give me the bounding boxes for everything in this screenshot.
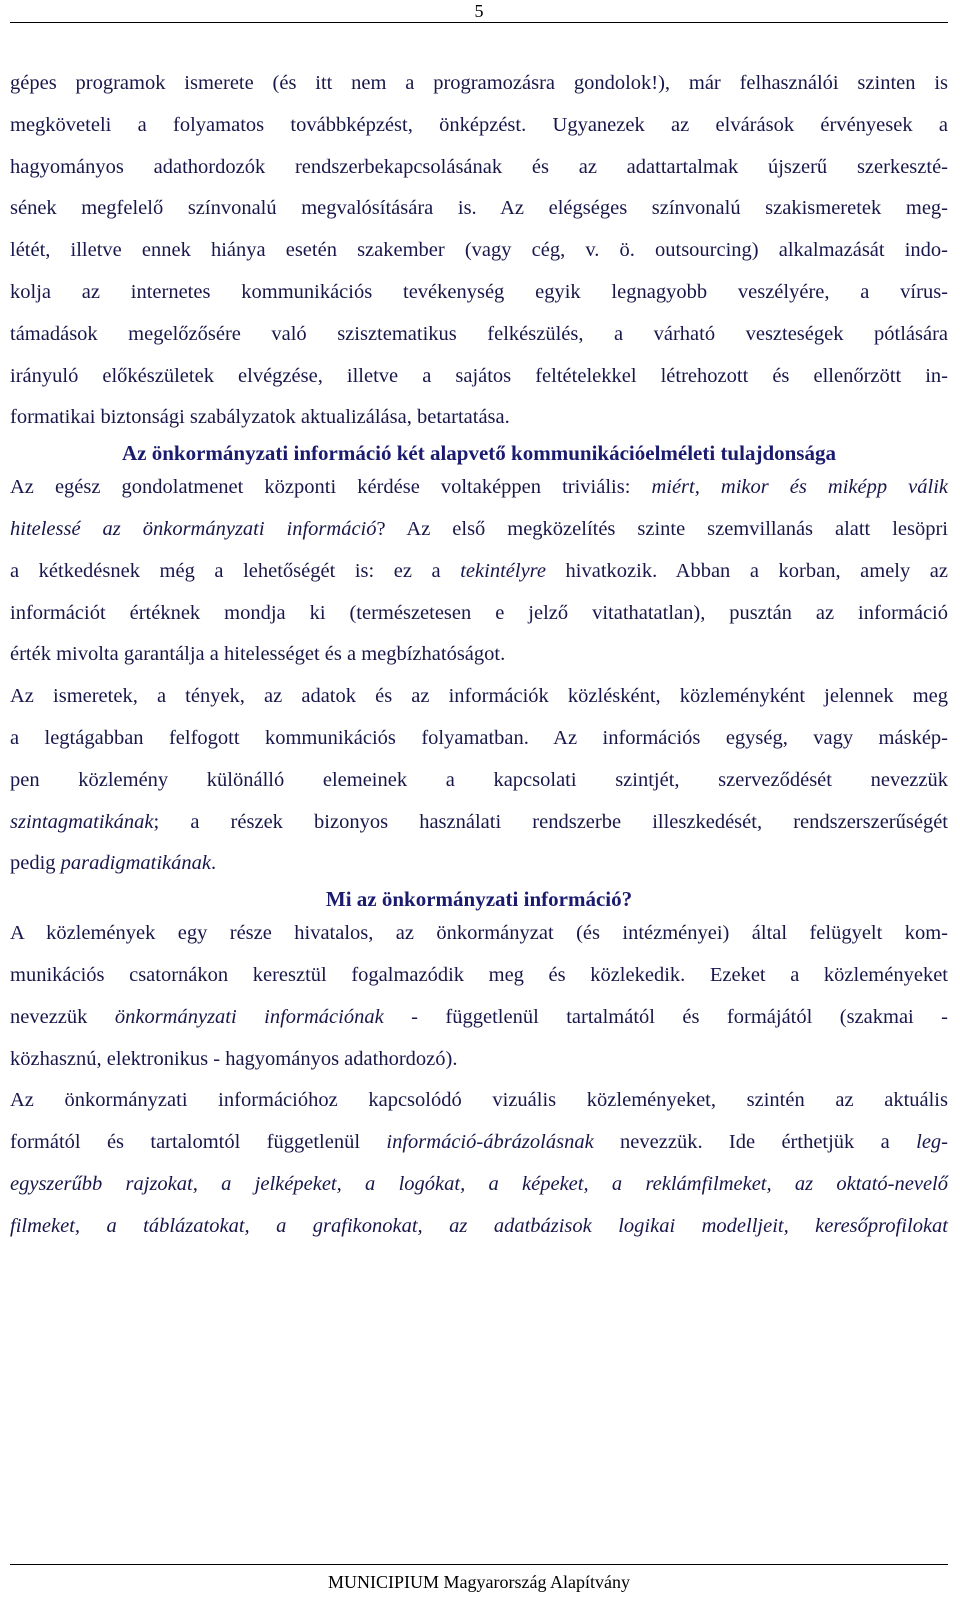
paragraph-line: közhasznú, elektronikus - hagyományos adathordozó). bbox=[10, 1047, 458, 1070]
text-run: nevezzük bbox=[10, 1005, 115, 1028]
page-number: 5 bbox=[474, 1, 484, 21]
paragraph-line: támadások megelőzősére való szisztematikus felkészülés, a várható veszteségek pótlására bbox=[10, 322, 948, 345]
text-run: Az egész gondolatmenet központi kérdése voltaképpen triviális: bbox=[10, 476, 652, 499]
paragraph-4 bbox=[10, 913, 948, 1080]
paragraph-line bbox=[10, 467, 948, 509]
text-run: ; a részek bizonyos használati rendszerbe illeszkedését, rendszerszerűségét bbox=[153, 810, 948, 833]
paragraph-line: a legtágabban felfogott kommunikációs folyamatban. Az információs egység, vagy máskép- bbox=[10, 726, 948, 749]
paragraph-line: érték mivolta garantálja a hitelességet és a megbízhatóságot. bbox=[10, 643, 506, 666]
paragraph-line bbox=[10, 1122, 948, 1164]
section-heading-2: Mi az önkormányzati információ? bbox=[325, 887, 633, 912]
paragraph-3 bbox=[10, 676, 948, 885]
italic-run: önkormányzati információnak bbox=[114, 1005, 384, 1028]
paragraph-line: sének megfelelő színvonalú megvalósítására is. Az elégséges színvonalú szakismeretek meg- bbox=[10, 197, 948, 220]
italic-run: miért, mikor és miképp válik bbox=[651, 476, 948, 499]
paragraph-line bbox=[10, 509, 948, 551]
paragraph-line: kolja az internetes kommunikációs tevékenység egyik legnagyobb veszélyére, a vírus- bbox=[10, 280, 948, 303]
text-run: - függetlenül tartalmától és formájától (szakmai - bbox=[383, 1005, 949, 1028]
text-run: . bbox=[211, 852, 217, 875]
text-run: hivatkozik. Abban a korban, amely az bbox=[545, 559, 949, 582]
paragraph-line: hagyományos adathordozók rendszerbekapcsolásának és az adattartalmak újszerű szerkeszté- bbox=[10, 155, 948, 178]
text-run: nevezzük. Ide érthetjük a bbox=[593, 1131, 917, 1154]
paragraph-line bbox=[10, 1206, 948, 1248]
paragraph-line bbox=[10, 997, 948, 1039]
section-heading-1: Az önkormányzati információ két alapvető kommunikációelméleti tulajdonsága bbox=[122, 441, 836, 466]
italic-run: leg- bbox=[916, 1131, 948, 1154]
paragraph-line: Az ismeretek, a tények, az adatok és az információk közlésként, közleményként jelennek meg bbox=[10, 685, 948, 708]
text-run: ? Az első megközelítés szinte szemvillanás alatt lesöpri bbox=[376, 517, 948, 540]
italic-run: egyszerűbb rajzokat, a jelképeket, a logókat, a képeket, a reklámfilmeket, az oktató-nevelő bbox=[10, 1172, 948, 1195]
paragraph-line bbox=[10, 802, 948, 844]
paragraph-line: irányuló előkészületek elvégzése, illetve a sajátos feltételekkel létrehozott és ellenőrzött in- bbox=[10, 364, 948, 387]
paragraph-line: megköveteli a folyamatos továbbképzést, önképzést. Ugyanezek az elvárások érvényesek a bbox=[10, 113, 948, 136]
text-run: a kétkedésnek még a lehetőségét is: ez a bbox=[10, 559, 461, 582]
paragraph-line bbox=[10, 843, 948, 885]
paragraph-5 bbox=[10, 1080, 948, 1247]
text-run: pedig bbox=[10, 852, 61, 875]
page-footer: MUNICIPIUM Magyarország Alapítvány bbox=[328, 1572, 630, 1592]
paragraph-line bbox=[10, 551, 948, 593]
paragraph-line: formatikai biztonsági szabályzatok aktualizálása, betartatása. bbox=[10, 406, 510, 429]
text-run: formától és tartalomtól függetlenül bbox=[10, 1131, 387, 1154]
paragraph-line: gépes programok ismerete (és itt nem a programozásra gondolok!), már felhasználói szinten is bbox=[10, 72, 948, 94]
italic-run: információ-ábrázolásnak bbox=[386, 1131, 594, 1154]
italic-run: filmeket, a táblázatokat, a grafikonokat, az adatbázisok logikai modelljeit, keresőprofilokat bbox=[10, 1214, 948, 1237]
paragraph-2 bbox=[10, 467, 948, 676]
paragraph-line: létét, illetve ennek hiánya esetén szakember (vagy cég, v. ö. outsourcing) alkalmazását indo- bbox=[10, 239, 948, 262]
italic-run: hitelessé az önkormányzati információ bbox=[10, 517, 377, 540]
paragraph-1 bbox=[10, 63, 948, 439]
header-rule bbox=[10, 22, 948, 23]
paragraph-line bbox=[10, 1164, 948, 1206]
paragraph-line: A közlemények egy része hivatalos, az önkormányzat (és intézményei) által felügyelt kom- bbox=[10, 922, 948, 945]
italic-run: tekintélyre bbox=[460, 559, 546, 582]
footer-rule bbox=[10, 1564, 948, 1565]
paragraph-line: munikációs csatornákon keresztül fogalmazódik meg és közlekedik. Ezeket a közleményeket bbox=[10, 963, 948, 986]
paragraph-line: pen közlemény különálló elemeinek a kapcsolati szintjét, szerveződését nevezzük bbox=[10, 768, 948, 791]
italic-run: szintagmatikának bbox=[10, 810, 154, 833]
paragraph-line: információt értéknek mondja ki (természetesen e jelző vitathatatlan), pusztán az információ bbox=[10, 601, 948, 624]
italic-run: paradigmatikának bbox=[60, 852, 211, 875]
document-body bbox=[10, 63, 948, 1248]
paragraph-line: Az önkormányzati információhoz kapcsolódó vizuális közleményeket, szintén az aktuális bbox=[10, 1089, 948, 1112]
